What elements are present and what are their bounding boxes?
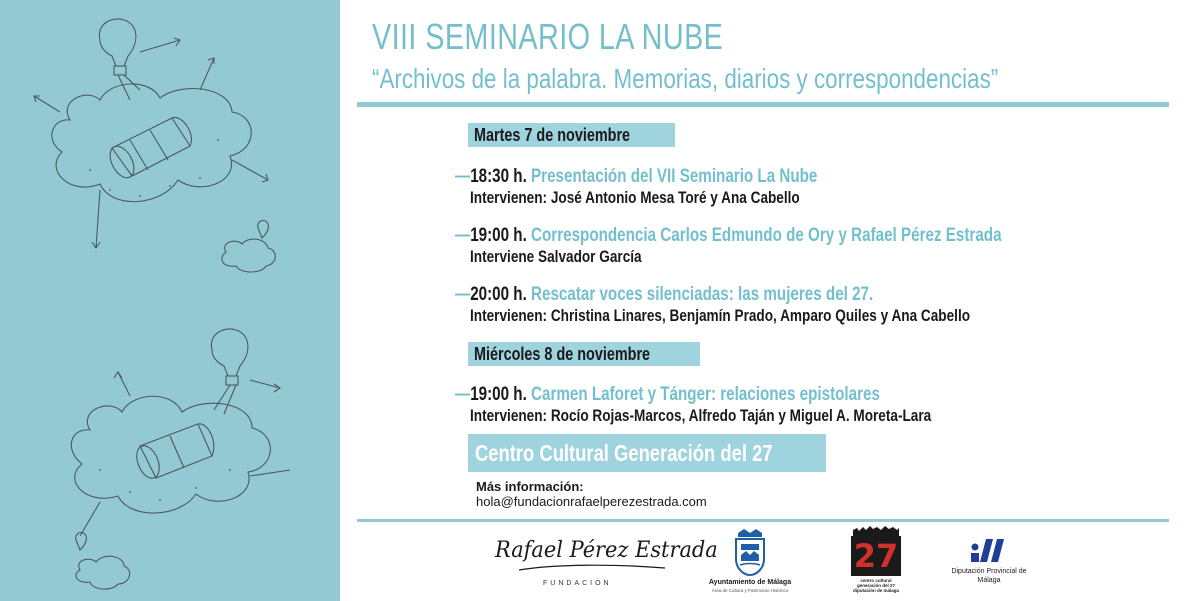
dash-marker: —: [455, 166, 471, 187]
signature-text: Rafael Pérez Estrada: [495, 538, 718, 563]
venue-name: Centro Cultural Generación del 27: [475, 440, 773, 466]
diputacion-name: Diputación Provincial de Málaga: [951, 568, 1027, 584]
generacion27-text: centro cultural generación del 27 diputación de málaga: [852, 578, 899, 593]
schedule-item: [455, 225, 1138, 267]
more-info-label: Más información:: [476, 479, 584, 494]
schedule-item: [455, 384, 1047, 426]
venue-banner: [468, 434, 826, 472]
signature-underline-icon: [495, 538, 675, 578]
event-title: Rescatar voces silenciadas: las mujeres del 27.: [531, 284, 874, 305]
footer-divider: [357, 519, 1169, 522]
schedule-item: [455, 166, 908, 208]
event-title: Presentación del VII Seminario La Nube: [531, 166, 818, 187]
page-subtitle: “Archivos de la palabra. Memorias, diarios y correspondencias”: [372, 63, 999, 94]
contact-email-link[interactable]: hola@fundacionrafaelperezestrada.com: [476, 494, 707, 509]
day-label-text: Martes 7 de noviembre: [474, 125, 631, 145]
schedule-item: [455, 284, 1095, 326]
decorative-illustration-panel: [0, 0, 340, 601]
event-title: Correspondencia Carlos Edmundo de Ory y Rafael Pérez Estrada: [531, 225, 1002, 246]
ayuntamiento-logo: [700, 525, 800, 597]
event-speakers: Intervienen: José Antonio Mesa Toré y Ana Cabello: [470, 188, 800, 207]
fundacion-logo: [495, 538, 718, 598]
coat-of-arms-icon: [730, 527, 770, 577]
event-time: 18:30 h.: [470, 166, 527, 187]
dash-marker: —: [455, 284, 471, 305]
event-time: 20:00 h.: [470, 284, 527, 305]
ayuntamiento-subtitle: Área de Cultura y Patrimonio Histórico: [711, 588, 789, 593]
event-time: 19:00 h.: [470, 384, 527, 405]
diputacion-m-icon: [969, 535, 1009, 563]
crowd-silhouette-icon: [851, 524, 901, 536]
fundacion-label: FUNDACIÓN: [543, 580, 612, 587]
diputacion-logo: [944, 535, 1034, 595]
header-divider: [357, 102, 1169, 107]
dash-marker: —: [455, 225, 471, 246]
page-title: VIII SEMINARIO LA NUBE: [372, 16, 724, 57]
dash-marker: —: [455, 384, 471, 405]
event-title: Carmen Laforet y Tánger: relaciones epistolares: [531, 384, 880, 405]
generacion27-logo: [851, 524, 901, 597]
day-label: [468, 123, 675, 147]
generacion27-number: 27: [851, 536, 901, 576]
event-time: 19:00 h.: [470, 225, 527, 246]
day-label-text: Miércoles 8 de noviembre: [474, 344, 651, 364]
event-speakers: Intervienen: Christina Linares, Benjamín Prado, Amparo Quiles y Ana Cabello: [470, 306, 971, 325]
cloud-balloon-sketch-icon: [0, 0, 340, 601]
ayuntamiento-name: Ayuntamiento de Málaga: [708, 579, 792, 586]
day-label: [468, 342, 700, 366]
event-speakers: Intervienen: Rocío Rojas-Marcos, Alfredo Taján y Miguel A. Moreta-Lara: [470, 406, 932, 425]
event-speakers: Interviene Salvador García: [470, 247, 642, 266]
